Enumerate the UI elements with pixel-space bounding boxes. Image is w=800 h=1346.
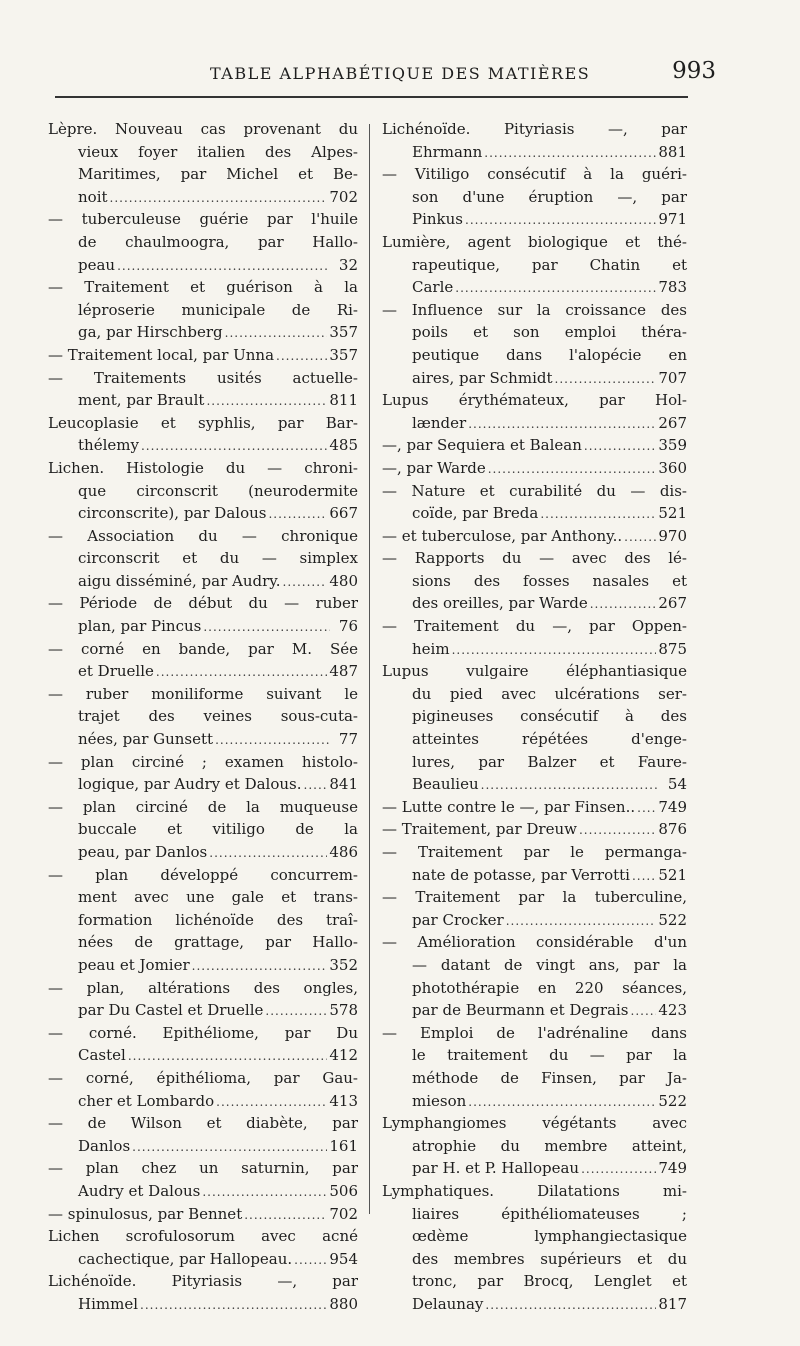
index-line	[48, 841, 358, 864]
index-line: Maritimes, par Michel et Be-	[78, 165, 358, 184]
leader-dots	[202, 1181, 327, 1203]
index-line: tronc, par Brocq, Lenglet et	[412, 1272, 687, 1291]
index-line	[48, 1090, 358, 1113]
index-line	[48, 1248, 358, 1271]
entry-page-number: 876	[658, 820, 687, 839]
leader-dots	[468, 413, 656, 435]
entry-page-number: 352	[329, 955, 358, 974]
index-line	[48, 434, 358, 457]
index-line	[382, 1293, 687, 1316]
entry-page-number: 578	[329, 1001, 358, 1020]
index-line	[382, 502, 687, 525]
index-line: rapeutique, par Chatin et	[412, 255, 687, 274]
index-line: — Nature et curabilité du — dis-	[382, 481, 687, 500]
leader-dots	[637, 797, 656, 819]
index-line	[382, 1090, 687, 1113]
entry-text: lænder	[412, 413, 467, 432]
entry-text: Castel	[78, 1046, 126, 1065]
leader-dots	[192, 955, 328, 977]
entry-text: par de Beurmann et Degrais	[412, 1001, 629, 1020]
entry-page-number: 702	[329, 1204, 358, 1223]
index-line: — Amélioration considérable d'un	[382, 933, 687, 952]
index-line	[48, 1135, 358, 1158]
leader-dots	[128, 1045, 328, 1067]
index-line: — Période de début du — ruber	[48, 594, 358, 613]
entry-text: Pinkus	[412, 210, 463, 229]
leader-dots	[244, 1204, 327, 1226]
entry-page-number: 667	[329, 504, 358, 523]
column-divider	[369, 124, 370, 1214]
index-line: — Traitements usités actuelle-	[48, 368, 358, 387]
index-line	[382, 592, 687, 615]
index-line	[382, 818, 687, 841]
index-line: — plan circiné de la muqueuse	[48, 797, 358, 816]
entry-text: peau et Jomier	[78, 955, 190, 974]
entry-page-number: 32	[338, 255, 358, 274]
index-line: méthode de Finsen, par Ja-	[412, 1068, 687, 1087]
page-number: 993	[672, 58, 716, 84]
index-line: Lèpre. Nouveau cas provenant du	[48, 120, 358, 138]
leader-dots	[584, 435, 656, 457]
leader-dots	[506, 910, 657, 932]
entry-text: —, par Warde	[382, 458, 486, 477]
entry-page-number: 522	[658, 1091, 687, 1110]
entry-page-number: 880	[329, 1294, 358, 1313]
index-line	[48, 254, 358, 277]
entry-page-number: 357	[329, 345, 358, 364]
index-line	[382, 525, 687, 548]
index-line: — Traitement et guérison à la	[48, 278, 358, 297]
entry-text: cher et Lombardo	[78, 1091, 215, 1110]
entry-page-number: 707	[658, 368, 687, 387]
index-line: vieux foyer italien des Alpes-	[78, 142, 358, 161]
entry-page-number: 76	[338, 617, 358, 636]
entry-page-number: 521	[658, 504, 687, 523]
index-line: ment avec une gale et trans-	[78, 888, 358, 907]
entry-text: nées, par Gunsett	[78, 730, 214, 749]
index-line: œdème lymphangiectasique	[412, 1227, 687, 1246]
index-line: — ruber moniliforme suivant le	[48, 684, 358, 703]
index-line: — corné. Epithéliome, par Du	[48, 1023, 358, 1042]
index-line: Lichénoïde. Pityriasis —, par	[48, 1272, 358, 1291]
entry-page-number: 970	[658, 526, 687, 545]
entry-text: par Crocker	[412, 910, 504, 929]
leader-dots	[283, 571, 328, 593]
index-line	[48, 1180, 358, 1203]
index-line	[382, 141, 687, 164]
index-line	[48, 389, 358, 412]
index-line: — plan, altérations des ongles,	[48, 978, 358, 997]
leader-dots	[110, 187, 328, 209]
index-line: Lymphatiques. Dilatations mi-	[382, 1181, 687, 1200]
entry-page-number: 413	[329, 1091, 358, 1110]
entry-text: ga, par Hirschberg	[78, 323, 223, 342]
index-line	[48, 186, 358, 209]
index-line: atrophie du membre atteint,	[412, 1136, 687, 1155]
index-line: de chaulmoogra, par Hallo-	[78, 232, 358, 251]
leader-dots	[488, 458, 657, 480]
index-line: Leucoplasie et syphlis, par Bar-	[48, 413, 358, 432]
index-line: lures, par Balzer et Faure-	[412, 752, 687, 771]
index-line: — plan chez un saturnin, par	[48, 1159, 358, 1178]
leader-dots	[631, 1000, 657, 1022]
entry-text: —, par Sequiera et Balean	[382, 436, 582, 455]
index-line	[382, 276, 687, 299]
leader-dots	[156, 661, 327, 683]
entry-page-number: 841	[329, 775, 358, 794]
index-line: que circonscrit (neurodermite	[78, 481, 358, 500]
index-line: — Influence sur la croissance des	[382, 300, 687, 319]
index-line: poils et son emploi théra-	[412, 323, 687, 342]
index-line	[382, 412, 687, 435]
entry-page-number: 487	[329, 662, 358, 681]
entry-page-number: 749	[658, 1159, 687, 1178]
index-line: sions des fosses nasales et	[412, 571, 687, 590]
entry-text: peau	[78, 255, 116, 274]
leader-dots	[452, 639, 657, 661]
index-line: peutique dans l'alopécie en	[412, 345, 687, 364]
leader-dots	[265, 1000, 327, 1022]
leader-dots	[206, 390, 327, 412]
index-line: léproserie municipale de Ri-	[78, 300, 358, 319]
index-line	[382, 1157, 687, 1180]
entry-text: aires, par Schmidt	[412, 368, 553, 387]
entry-page-number: 521	[658, 865, 687, 884]
index-line: — Traitement du —, par Oppen-	[382, 617, 687, 636]
index-line: — corné, épithélioma, par Gau-	[48, 1068, 358, 1087]
entry-text: Beaulieu	[412, 775, 479, 794]
entry-page-number: 360	[658, 458, 687, 477]
entry-text: thélemy	[78, 436, 139, 455]
entry-text: plan, par Pincus	[78, 617, 202, 636]
entry-text: Himmel	[78, 1294, 138, 1313]
index-line: — plan développé concurrem-	[48, 865, 358, 884]
index-line	[48, 344, 358, 367]
entry-text: des oreilles, par Warde	[412, 594, 588, 613]
entry-text: — spinulosus, par Bennet	[48, 1204, 243, 1223]
leader-dots	[117, 255, 330, 277]
entry-page-number: 54	[667, 775, 687, 794]
index-line: photothérapie en 220 séances,	[412, 978, 687, 997]
index-line: — Traitement par le permanga-	[382, 843, 687, 861]
leader-dots	[581, 1158, 656, 1180]
header-rule	[55, 96, 688, 98]
leader-dots	[540, 503, 656, 525]
entry-page-number: 267	[658, 594, 687, 613]
page-header	[50, 58, 716, 98]
index-line: nées de grattage, par Hallo-	[78, 933, 358, 952]
index-line: — corné en bande, par M. Sée	[48, 639, 358, 658]
entry-text: aigu disséminé, par Audry.	[78, 571, 281, 590]
index-line: Lymphangiomes végétants avec	[382, 1114, 687, 1133]
index-line: du pied avec ulcérations ser-	[412, 684, 687, 703]
entry-page-number: 506	[329, 1181, 358, 1200]
leader-dots	[140, 1294, 327, 1316]
index-line: — Rapports du — avec des lé-	[382, 549, 687, 568]
index-line	[48, 321, 358, 344]
index-line: Lichen. Histologie du — chroni-	[48, 458, 358, 477]
entry-text: — Lutte contre le —, par Finsen..	[382, 797, 636, 816]
entry-page-number: 480	[329, 571, 358, 590]
entry-page-number: 881	[658, 142, 687, 161]
index-line	[382, 909, 687, 932]
leader-dots	[485, 1294, 656, 1316]
index-line	[382, 208, 687, 231]
index-line: — Association du — chronique	[48, 526, 358, 545]
leader-dots	[276, 345, 327, 367]
entry-text: circonscrite), par Dalous	[78, 504, 267, 523]
leader-dots	[268, 503, 327, 525]
index-line: — tuberculeuse guérie par l'huile	[48, 210, 358, 229]
leader-dots	[209, 842, 327, 864]
entry-text: — et tuberculose, par Anthony..	[382, 526, 623, 545]
index-line	[48, 1044, 358, 1067]
index-line: Lupus érythémateux, par Hol-	[382, 391, 687, 410]
right-column	[382, 118, 687, 1315]
leader-dots	[216, 1091, 327, 1113]
index-line	[48, 502, 358, 525]
entry-page-number: 412	[329, 1046, 358, 1065]
leader-dots	[555, 368, 657, 390]
leader-dots	[465, 209, 656, 231]
index-line	[48, 728, 358, 751]
leader-dots	[215, 729, 330, 751]
index-line: Lichénoïde. Pityriasis —, par	[382, 120, 687, 138]
index-line	[48, 1293, 358, 1316]
leader-dots	[455, 277, 656, 299]
index-line	[382, 796, 687, 819]
entry-page-number: 357	[329, 323, 358, 342]
entry-page-number: 954	[329, 1249, 358, 1268]
leader-dots	[468, 1091, 656, 1113]
entry-text: Danlos	[78, 1136, 131, 1155]
leader-dots	[590, 593, 657, 615]
entry-text: mieson	[412, 1091, 467, 1110]
index-line: pigineuses consécutif à des	[412, 707, 687, 726]
index-line	[48, 954, 358, 977]
running-title: TABLE ALPHABÉTIQUE DES MATIÈRES	[210, 64, 591, 83]
entry-text: peau, par Danlos	[78, 843, 208, 861]
index-line	[48, 660, 358, 683]
index-line	[382, 999, 687, 1022]
index-line	[382, 457, 687, 480]
index-line: buccale et vitiligo de la	[78, 820, 358, 839]
entry-text: cachectique, par Hallopeau.	[78, 1249, 293, 1268]
entry-text: par Du Castel et Druelle	[78, 1001, 264, 1020]
entry-text: Ehrmann	[412, 142, 483, 161]
entry-text: et Druelle	[78, 662, 154, 681]
leader-dots	[632, 865, 656, 887]
entry-text: Audry et Dalous	[78, 1181, 201, 1200]
index-line: des membres supérieurs et du	[412, 1249, 687, 1268]
leader-dots	[481, 774, 659, 796]
index-line: Lumière, agent biologique et thé-	[382, 232, 687, 251]
entry-page-number: 749	[658, 797, 687, 816]
entry-page-number: 485	[329, 436, 358, 455]
left-column	[48, 118, 358, 1315]
index-line	[48, 615, 358, 638]
index-line: circonscrit et du — simplex	[78, 549, 358, 568]
index-line	[382, 864, 687, 887]
index-line	[48, 773, 358, 796]
index-line	[382, 434, 687, 457]
entry-text: coïde, par Breda	[412, 504, 539, 523]
index-line: Lichen scrofulosorum avec acné	[48, 1227, 358, 1246]
index-line	[48, 999, 358, 1022]
index-line	[48, 1203, 358, 1226]
entry-text: Delaunay	[412, 1294, 484, 1313]
entry-text: logique, par Audry et Dalous.	[78, 775, 302, 794]
index-line: atteintes répétées d'enge-	[412, 730, 687, 749]
entry-page-number: 817	[658, 1294, 687, 1313]
entry-page-number: 811	[329, 391, 358, 410]
entry-page-number: 522	[658, 910, 687, 929]
entry-page-number: 783	[658, 278, 687, 297]
leader-dots	[624, 526, 656, 548]
index-line: — de Wilson et diabète, par	[48, 1114, 358, 1133]
leader-dots	[132, 1136, 327, 1158]
index-line: — datant de vingt ans, par la	[412, 955, 687, 974]
index-line: trajet des veines sous-cuta-	[78, 707, 358, 726]
leader-dots	[203, 616, 330, 638]
entry-text: — Traitement local, par Unna	[48, 345, 275, 364]
entry-page-number: 77	[338, 730, 358, 749]
entry-page-number: 971	[658, 210, 687, 229]
entry-text: nate de potasse, par Verrotti	[412, 865, 630, 884]
entry-text: Carle	[412, 278, 454, 297]
entry-text: par H. et P. Hallopeau	[412, 1159, 580, 1178]
index-line: — Traitement par la tuberculine,	[382, 888, 687, 907]
leader-dots	[484, 142, 656, 164]
entry-page-number: 423	[658, 1001, 687, 1020]
index-line: le traitement du — par la	[412, 1046, 687, 1065]
leader-dots	[304, 774, 328, 796]
entry-page-number: 486	[329, 843, 358, 861]
index-line	[382, 638, 687, 661]
index-line: formation lichénoïde des traî-	[78, 910, 358, 929]
index-line	[382, 367, 687, 390]
index-line: — plan circiné ; examen histolo-	[48, 752, 358, 771]
index-line	[382, 773, 687, 796]
entry-page-number: 359	[658, 436, 687, 455]
entry-page-number: 161	[329, 1136, 358, 1155]
leader-dots	[294, 1249, 327, 1271]
leader-dots	[225, 322, 328, 344]
entry-page-number: 267	[658, 413, 687, 432]
entry-page-number: 875	[658, 639, 687, 658]
index-line: — Emploi de l'adrénaline dans	[382, 1023, 687, 1042]
index-line: liaires épithéliomateuses ;	[412, 1204, 687, 1223]
entry-text: noit	[78, 187, 108, 206]
index-line: Lupus vulgaire éléphantiasique	[382, 662, 687, 681]
index-line: son d'une éruption —, par	[412, 187, 687, 206]
leader-dots	[141, 435, 327, 457]
entry-text: — Traitement, par Dreuw	[382, 820, 577, 839]
entry-text: heim	[412, 639, 450, 658]
entry-page-number: 702	[329, 187, 358, 206]
entry-text: ment, par Brault	[78, 391, 205, 410]
leader-dots	[579, 819, 656, 841]
index-line: — Vitiligo consécutif à la guéri-	[382, 165, 687, 184]
index-line	[48, 570, 358, 593]
